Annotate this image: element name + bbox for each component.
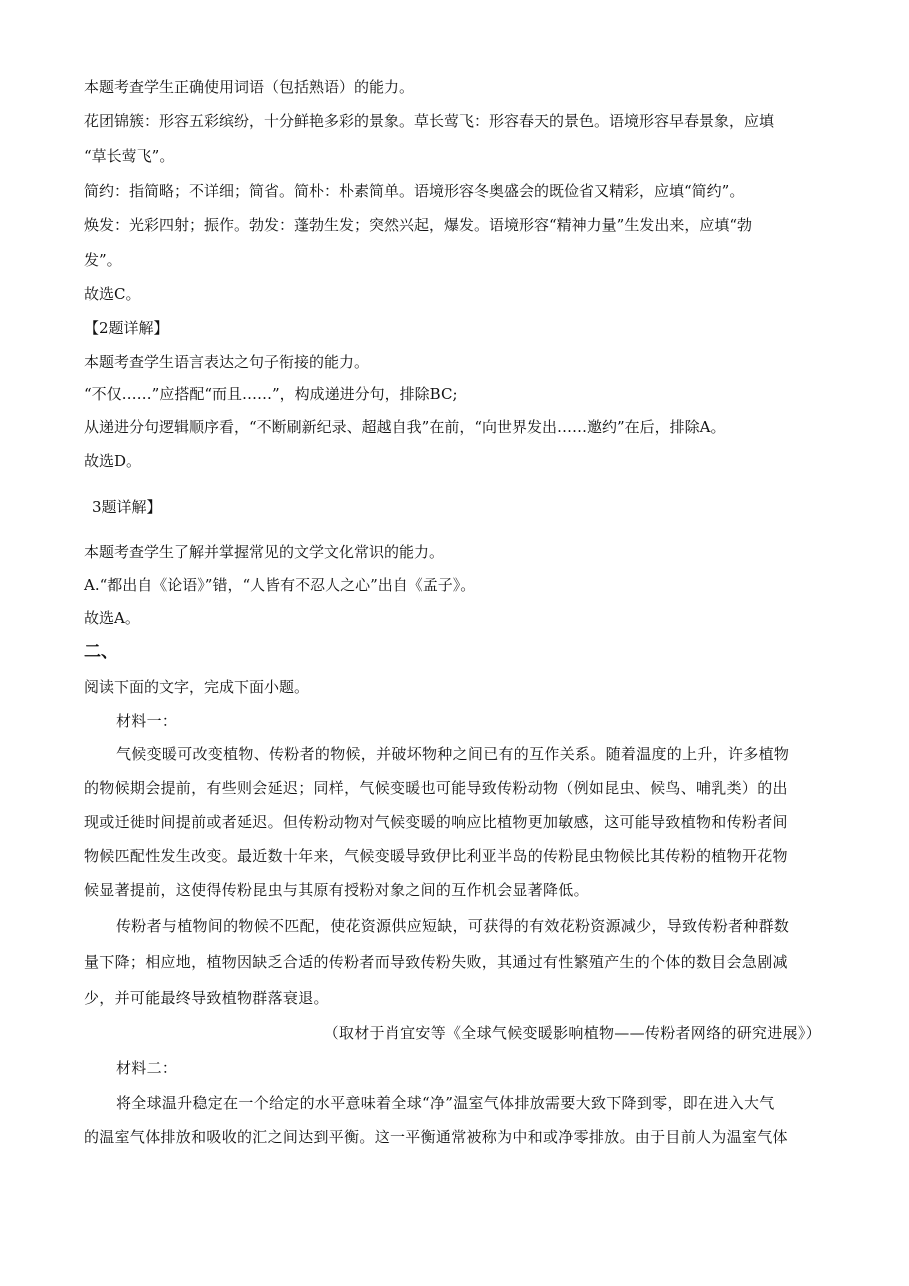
q1-line-3: “草长莺飞”。 xyxy=(84,147,175,165)
material1-p2-line-3: 少，并可能最终导致植物群落衰退。 xyxy=(84,989,329,1007)
q1-line-5: 焕发：光彩四射；振作。勃发：蓬勃生发；突然兴起，爆发。语境形容“精神力量”生发出来，应填“勃 xyxy=(84,216,753,234)
q1-line-2: 花团锦簇：形容五彩缤纷，十分鲜艳多彩的景象。草长莺飞：形容春天的景色。语境形容早春景象，应填 xyxy=(84,112,775,130)
material1-source: （取材于肖宜安等《全球气候变暖影响植物——传粉者网络的研究进展》） xyxy=(323,1024,821,1042)
material1-p1-line-5: 候显著提前，这使得传粉昆虫与其原有授粉对象之间的互作机会显著降低。 xyxy=(84,881,589,899)
material1-p1-line-1: 气候变暖可改变植物、传粉者的物候，并破坏物种之间已有的互作关系。随着温度的上升，许多植物 xyxy=(116,745,790,763)
q3-line-1: 本题考查学生了解并掌握常见的文学文化常识的能力。 xyxy=(84,543,445,561)
q2-line-4: 故选D。 xyxy=(84,452,142,470)
q1-line-7: 故选C。 xyxy=(84,285,141,303)
q2-line-1: 本题考查学生语言表达之句子衔接的能力。 xyxy=(84,353,370,371)
material2-p1-line-2: 的温室气体排放和吸收的汇之间达到平衡。这一平衡通常被称为中和或净零排放。由于目前人为温室气体 xyxy=(84,1128,788,1146)
q3-title: 3题详解】 xyxy=(92,498,162,516)
q1-line-1: 本题考查学生正确使用词语（包括熟语）的能力。 xyxy=(84,78,415,96)
material2-label: 材料二： xyxy=(116,1059,178,1077)
part2-heading: 二、 xyxy=(84,642,118,662)
part2-instruction: 阅读下面的文字，完成下面小题。 xyxy=(84,678,310,696)
material1-p1-line-3: 现或迁徙时间提前或者延迟。但传粉动物对气候变暖的响应比植物更加敏感，这可能导致植物和传粉者间 xyxy=(84,813,788,831)
q3-line-3: 故选A。 xyxy=(84,609,140,627)
material1-p2-line-1: 传粉者与植物间的物候不匹配，使花资源供应短缺，可获得的有效花粉资源减少，导致传粉者种群数 xyxy=(116,917,790,935)
q2-title: 【2题详解】 xyxy=(84,319,169,337)
q3-line-2: A.“都出自《论语》”错，“人皆有不忍人之心”出自《孟子》。 xyxy=(84,576,476,594)
q2-line-3: 从递进分句逻辑顺序看，“不断刷新纪录、超越自我”在前，“向世界发出……邀约”在后，排除A。 xyxy=(84,418,726,436)
material1-label: 材料一： xyxy=(116,712,178,730)
q2-line-2: “不仅……”应搭配“而且……”，构成递进分句，排除BC; xyxy=(84,385,458,403)
q1-line-4: 简约：指简略；不详细；简省。简朴：朴素简单。语境形容冬奥盛会的既俭省又精彩，应填“简约”。 xyxy=(84,182,745,200)
q1-line-6: 发”。 xyxy=(84,251,122,269)
material2-p1-line-1: 将全球温升稳定在一个给定的水平意味着全球“净”温室气体排放需要大致下降到零，即在进入大气 xyxy=(116,1094,775,1112)
material1-p1-line-4: 物候匹配性发生改变。最近数十年来，气候变暖导致伊比利亚半岛的传粉昆虫物候比其传粉的植物开花物 xyxy=(84,847,788,865)
material1-p1-line-2: 的物候期会提前，有些则会延迟；同样，气候变暖也可能导致传粉动物（例如昆虫、候鸟、哺乳类）的出 xyxy=(84,779,788,797)
material1-p2-line-2: 量下降；相应地，植物因缺乏合适的传粉者而导致传粉失败，其通过有性繁殖产生的个体的数目会急剧减 xyxy=(84,953,788,971)
